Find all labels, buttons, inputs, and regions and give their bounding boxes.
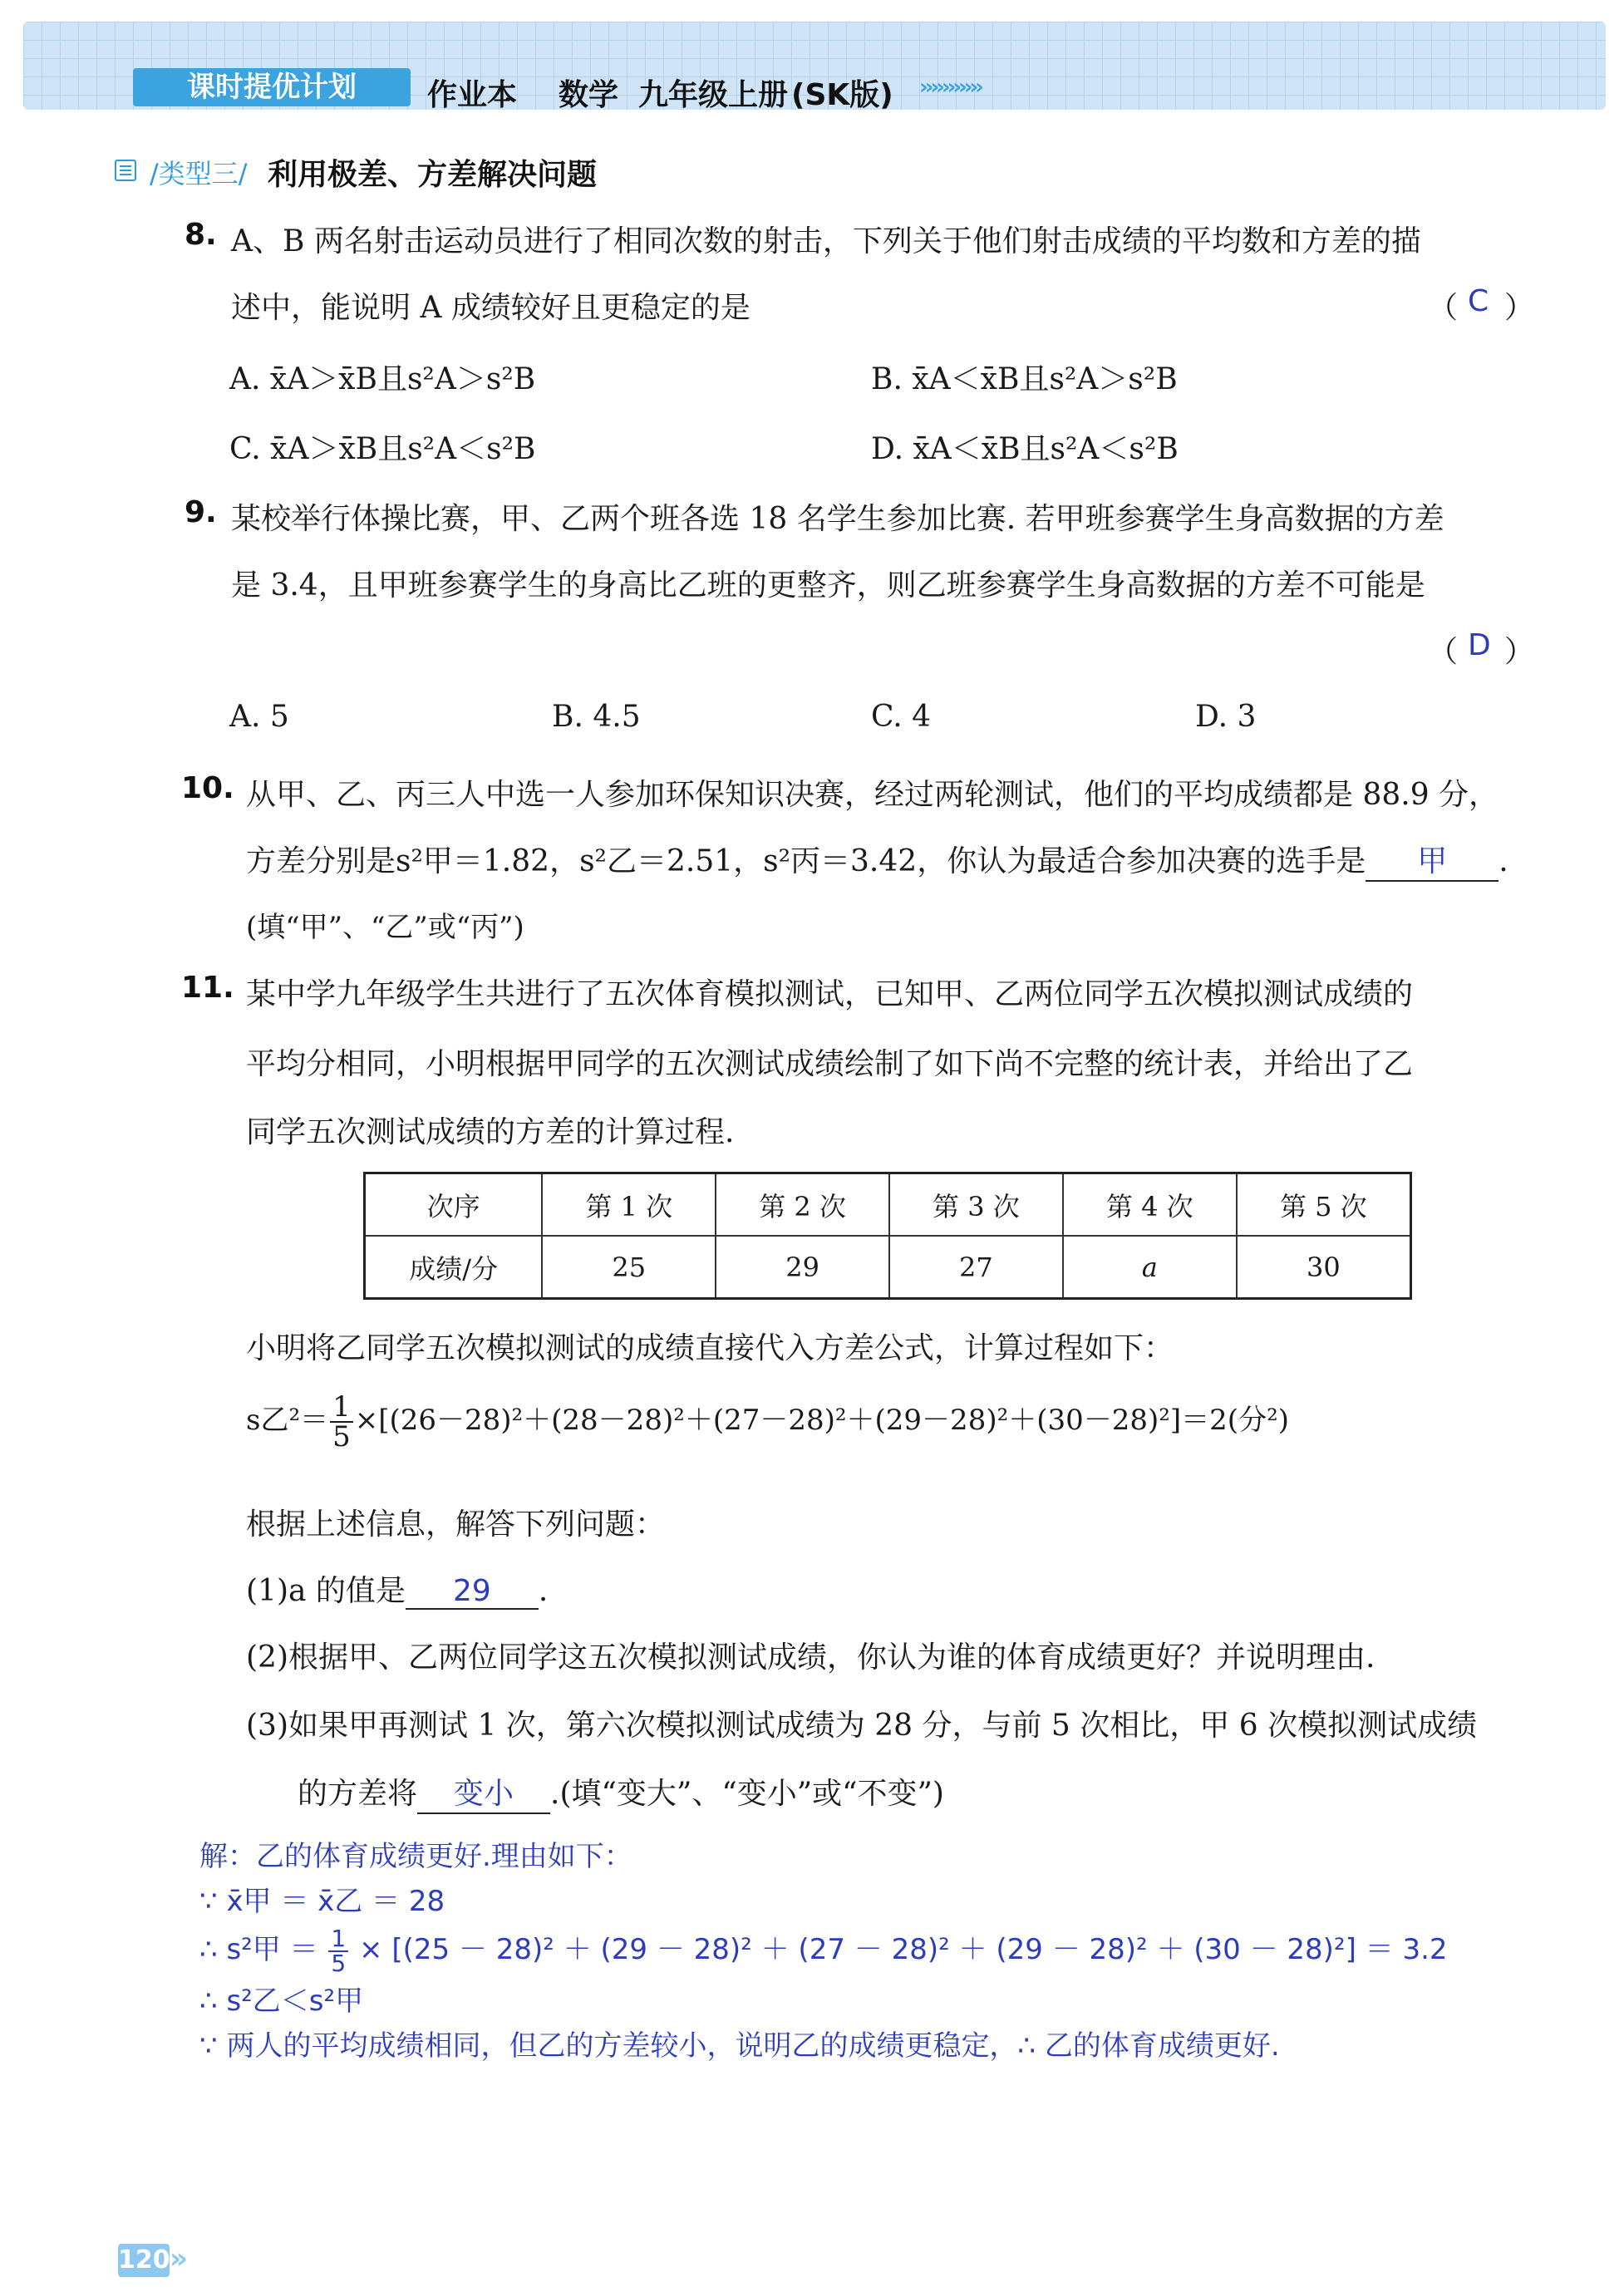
option-a: A. x̄A＞x̄B且s²A＞s²B [229,362,536,396]
part-1-text: (1)a 的值是 [246,1574,406,1608]
solution-lhs: ∴ s²甲 ＝ [199,1933,327,1966]
solution-line: ∵ 两人的平均成绩相同，但乙的方差较小，说明乙的成绩更稳定，∴ 乙的体育成绩更好. [199,2029,1280,2063]
solution-line [199,1926,1448,1975]
table-header-row [365,1173,1411,1237]
book-type: 作业本 [427,78,518,112]
table-cell: 29 [716,1236,889,1299]
answer-paren-open: （ [1428,291,1459,325]
section-tag: /类型三/ [150,158,248,189]
solution-line: 解：乙的体育成绩更好.理由如下： [199,1840,632,1873]
variance-formula [246,1390,1289,1453]
fraction-denominator: 5 [332,1420,351,1453]
table-header-cell: 次序 [365,1173,543,1237]
question-number: 9. [185,495,217,529]
fill-hint: .(填“变大”、“变小”或“不变”) [550,1777,944,1811]
question-text: 某中学九年级学生共进行了五次体育模拟测试，已知甲、乙两位同学五次模拟测试成绩的 [246,977,1414,1011]
page-number: 120 [118,2244,170,2277]
answer-paren-open: （ [1428,635,1459,669]
fill-hint: (填“甲”、“乙”或“丙”) [246,911,524,944]
question-text: 某校举行体操比赛，甲、乙两个班各选 18 名学生参加比赛. 若甲班参赛学生身高数据的方差 [231,502,1444,536]
answer-paren-close: ） [1504,291,1535,325]
option-a: A. 5 [229,700,289,734]
answer-choice: C [1468,284,1489,318]
table-row [365,1236,1411,1299]
option-d: D. 3 [1195,700,1257,734]
calc-intro: 小明将乙同学五次模拟测试的成绩直接代入方差公式，计算过程如下： [246,1331,1174,1365]
table-header-cell: 第 5 次 [1237,1173,1411,1237]
answer-choice: D [1468,628,1491,662]
part-2: (2)根据甲、乙两位同学这五次模拟测试成绩，你认为谁的体育成绩更好？并说明理由. [246,1640,1375,1675]
prompt: 根据上述信息，解答下列问题： [246,1508,666,1542]
option-c: C. x̄A＞x̄B且s²A＜s²B [229,432,536,466]
edition: (SK版) [791,78,893,112]
question-text: 平均分相同，小明根据甲同学的五次测试成绩绘制了如下尚不完整的统计表，并给出了乙 [246,1047,1414,1081]
question-text [246,838,1508,882]
table-header-cell: 第 4 次 [1063,1173,1237,1237]
question-text: 是 3.4，且甲班参赛学生的身高比乙班的更整齐，则乙班参赛学生身高数据的方差不可能是 [231,568,1425,603]
section-title: 利用极差、方差解决问题 [268,158,598,192]
answer-paren-close: ） [1504,635,1535,669]
page-arrow-icon: » [170,2242,181,2275]
part-3-text: 的方差将 [298,1777,418,1811]
table-cell: a [1063,1236,1237,1299]
part-3: (3)如果甲再测试 1 次，第六次模拟测试成绩为 28 分，与前 5 次相比，甲 6 次模拟测试成绩 [246,1709,1478,1743]
option-d: D. x̄A＜x̄B且s²A＜s²B [871,432,1179,466]
option-c: C. 4 [871,700,932,734]
question-text: A、B 两名射击运动员进行了相同次数的射击，下列关于他们射击成绩的平均数和方差的描 [231,224,1421,258]
brand-badge: 课时提优计划 [133,68,411,106]
question-number: 11. [181,971,234,1005]
period: . [1499,844,1508,878]
solution-rhs: × [(25 － 28)² ＋ (29 － 28)² ＋ (27 － 28)² ＋ (29 － 28)² ＋ (30 － 28)²] ＝ 3.2 [350,1933,1448,1966]
period: . [538,1574,549,1608]
subject: 数学 [559,78,619,112]
fraction-denominator: 5 [331,1949,347,1977]
grade: 九年级上册 [638,78,789,112]
header-chevrons: ››››››››››› [919,75,981,100]
table-cell: 25 [542,1236,716,1299]
answer-blank: 变小 [417,1770,550,1814]
fraction-numerator: 1 [328,1927,348,1952]
option-b: B. 4.5 [552,700,641,734]
part-1 [246,1567,548,1610]
solution-line: ∵ x̄甲 ＝ x̄乙 ＝ 28 [199,1885,445,1918]
variance-statement: 方差分别是s²甲＝1.82，s²乙＝2.51，s²丙＝3.42，你认为最适合参加决赛的选手是 [246,844,1366,878]
section-icon [115,160,136,181]
table-header-cell: 第 2 次 [716,1173,889,1237]
answer-blank: 29 [406,1574,539,1610]
table-cell: 成绩/分 [365,1236,543,1299]
fraction-numerator: 1 [330,1393,353,1423]
table-header-cell: 第 3 次 [889,1173,1063,1237]
question-text: 从甲、乙、丙三人中选一人参加环保知识决赛，经过两轮测试，他们的平均成绩都是 88.9 分， [246,778,1499,812]
solution-line: ∴ s²乙＜s²甲 [199,1985,364,2018]
option-b: B. x̄A＜x̄B且s²A＞s²B [871,362,1178,396]
score-table [363,1172,1412,1300]
part-3-cont [298,1770,944,1814]
question-text: 同学五次测试成绩的方差的计算过程. [246,1115,735,1149]
fraction [330,1390,353,1453]
table-cell: 30 [1237,1236,1411,1299]
question-text: 述中，能说明 A 成绩较好且更稳定的是 [231,291,750,325]
answer-blank: 甲 [1366,838,1499,882]
question-number: 10. [181,771,234,805]
formula-rhs: ×[(26－28)²＋(28－28)²＋(27－28)²＋(29－28)²＋(30－28)²]＝2(分²) [354,1404,1289,1437]
question-number: 8. [185,218,217,252]
fraction [328,1924,348,1977]
table-header-cell: 第 1 次 [542,1173,716,1237]
formula-lhs: s乙²＝ [246,1404,329,1437]
table-cell: 27 [889,1236,1063,1299]
